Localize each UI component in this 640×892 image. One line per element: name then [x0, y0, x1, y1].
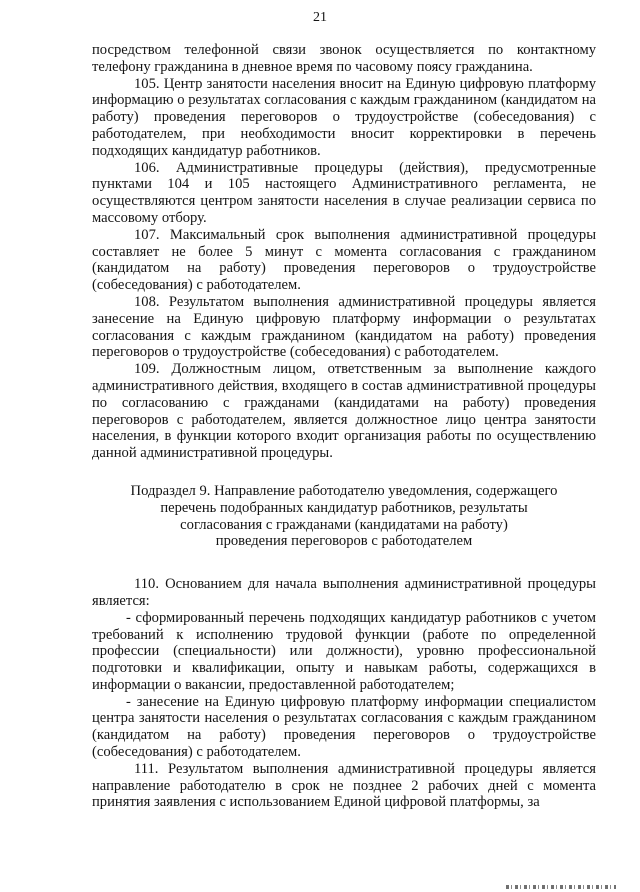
paragraph-continuation: посредством телефонной связи звонок осуществляется по контактному телефону гражданина в дневное время по часовому поясу гражданина.: [92, 42, 596, 75]
paragraph-105: 105. Центр занятости населения вносит на Единую цифровую платформу информацию о результатах согласования с каждым гражданином (кандидатом на работу) проведения переговоров о трудоустройстве (собеседования) с работодателем, при необходимости вносит корректировки в перечень подходящих кандидатур работников.: [92, 75, 596, 159]
paragraph-107: 107. Максимальный срок выполнения административной процедуры составляет не более 5 минут с момента согласования с гражданином (кандидатом на работу) проведения переговоров о трудоустройстве (собеседования) с работодателем.: [92, 226, 596, 294]
paragraph-111: 111. Результатом выполнения административной процедуры является направление работодателю в срок не позднее 2 рабочих дней с момента принятия заявления с использованием Единой цифровой платформы, за: [92, 760, 596, 811]
heading-line-1: Подраздел 9. Направление работодателю уведомления, содержащего: [130, 482, 558, 499]
heading-line-3: согласования с гражданами (кандидатами на работу): [180, 516, 508, 533]
bullet-item-2: - занесение на Единую цифровую платформу информации специалистом центра занятости населения о результатах согласования с каждым гражданином (кандидатом на работу) проведения переговоров о трудоустройстве (собеседования) с работодателем.: [92, 693, 596, 761]
heading-line-2: перечень подобранных кандидатур работников, результаты: [160, 499, 528, 516]
scan-edge-artifact: [506, 885, 616, 889]
paragraph-108: 108. Результатом выполнения административной процедуры является занесение на Единую цифровую платформу информации о результатах согласования с каждым гражданином (кандидатом на работу) проведения переговоров о трудоустройстве (собеседования) с работодателем.: [92, 293, 596, 361]
page-number: 21: [313, 10, 327, 25]
paragraph-106: 106. Административные процедуры (действия), предусмотренные пунктами 104 и 105 настоящего Административного регламента, не осуществляются центром занятости населения в случае реализации сервиса по массовому отбору.: [92, 159, 596, 226]
heading-line-4: проведения переговоров с работодателем: [215, 533, 473, 550]
paragraph-109: 109. Должностным лицом, ответственным за выполнение каждого административного действия, входящего в состав административной процедуры по согласованию с гражданами (кандидатами на работу) проведения переговоров с работодателем, является должностное лицо центра занятости населения, в функции которого входит организация работы по осуществлению данной административной процедуры.: [92, 361, 596, 462]
document-body: [92, 42, 596, 811]
bullet-item-1: - сформированный перечень подходящих кандидатур работников с учетом требований к исполнению трудовой функции (работе по определенной профессии (специальности) или должности), уровню профессиональной подготовки и квалификации, опыту и навыкам работы, содержащихся в информации о вакансии, предоставленной работодателем;: [92, 609, 596, 693]
paragraph-110: 110. Основанием для начала выполнения административной процедуры является:: [92, 576, 596, 609]
subsection-heading: [92, 483, 596, 550]
